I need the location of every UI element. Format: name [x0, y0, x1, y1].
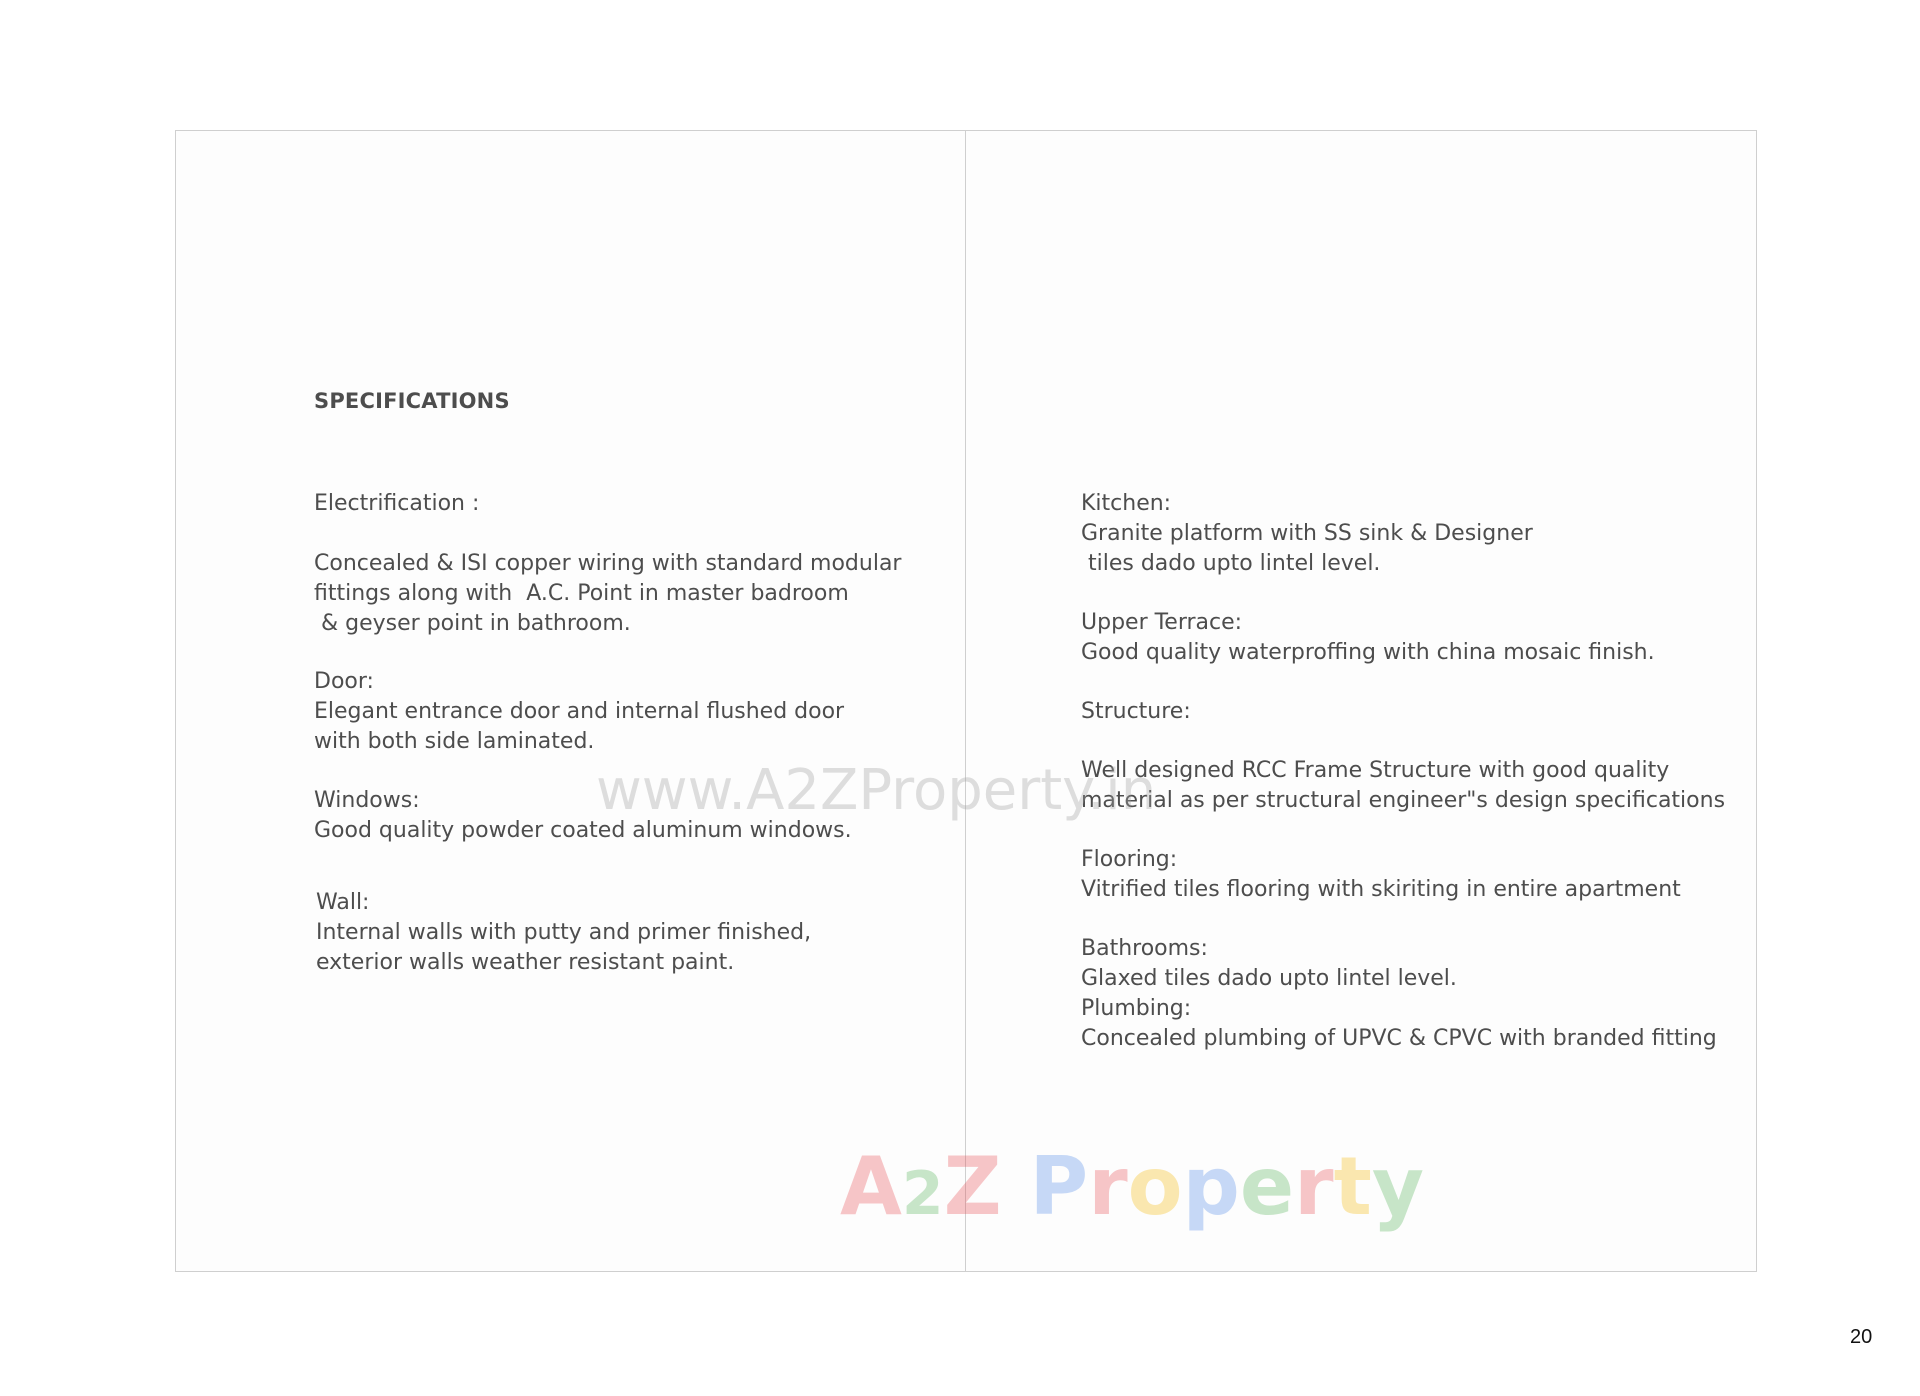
- watermark-logo-letter: [1002, 1140, 1030, 1233]
- watermark-logo-letter: o: [1127, 1140, 1183, 1233]
- watermark-logo-letter: Z: [943, 1140, 1002, 1233]
- bathrooms-plumbing-spec: Bathrooms: Glaxed tiles dado upto lintel level. Plumbing: Concealed plumbing of UPVC & CPVC with branded fitting: [1081, 936, 1717, 1051]
- structure-body: Well designed RCC Frame Structure with good quality material as per structural engineer"s design specifications: [1081, 758, 1726, 813]
- watermark-logo-letter: r: [1088, 1140, 1128, 1233]
- flooring-spec: Flooring: Vitrified tiles flooring with skiriting in entire apartment: [1081, 847, 1681, 902]
- door-spec: Door: Elegant entrance door and internal flushed door with both side laminated.: [314, 669, 845, 754]
- wall-spec: Wall: Internal walls with putty and primer finished, exterior walls weather resistant paint.: [316, 890, 812, 975]
- watermark-logo-letter: 2: [901, 1159, 944, 1229]
- spread-divider: [965, 131, 966, 1271]
- upper-terrace-spec: Upper Terrace: Good quality waterproffing with china mosaic finish.: [1081, 610, 1655, 665]
- structure-title: Structure:: [1081, 699, 1191, 724]
- kitchen-spec: Kitchen: Granite platform with SS sink & Designer tiles dado upto lintel level.: [1081, 491, 1533, 576]
- watermark-logo-letter: e: [1239, 1140, 1295, 1233]
- electrification-title: Electrification :: [314, 491, 480, 516]
- watermark-logo-letter: y: [1371, 1140, 1424, 1233]
- watermark-logo-letter: P: [1029, 1140, 1089, 1233]
- watermark-logo-letter: t: [1333, 1140, 1372, 1233]
- watermark-logo-letter: r: [1294, 1140, 1334, 1233]
- page-number: 20: [1850, 1326, 1873, 1348]
- watermark-logo-letter: A: [840, 1140, 902, 1233]
- watermark-logo: [840, 1140, 1424, 1233]
- specifications-heading: SPECIFICATIONS: [314, 389, 510, 413]
- watermark-logo-letter: p: [1182, 1140, 1240, 1233]
- watermark-url: www.A2ZProperty.in: [596, 758, 1157, 823]
- electrification-body: Concealed & ISI copper wiring with standard modular fittings along with A.C. Point in master badroom & geyser point in bathroom.: [314, 551, 902, 636]
- brochure-spread: [175, 130, 1757, 1272]
- windows-spec: Windows: Good quality powder coated aluminum windows.: [314, 788, 852, 843]
